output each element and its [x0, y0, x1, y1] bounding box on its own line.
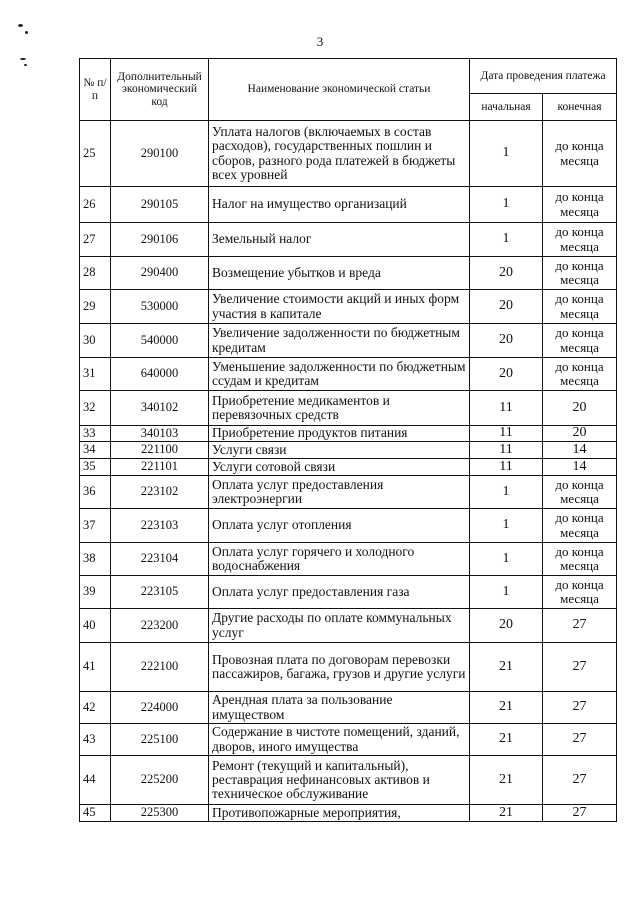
row-number: 33	[80, 426, 111, 442]
row-number: 37	[80, 509, 111, 543]
row-end-date: до конца месяца	[543, 121, 617, 187]
table-row	[80, 609, 617, 643]
row-number: 28	[80, 257, 111, 290]
row-start-date: 1	[470, 543, 543, 576]
row-number: 36	[80, 476, 111, 509]
row-name: Увеличение стоимости акций и иных форм участия в капитале	[209, 290, 470, 324]
row-name: Возмещение убытков и вреда	[209, 257, 470, 290]
table-row	[80, 543, 617, 576]
row-end-date: 27	[543, 609, 617, 643]
row-start-date: 20	[470, 358, 543, 391]
row-start-date: 1	[470, 121, 543, 187]
table-row	[80, 358, 617, 391]
row-code: 224000	[111, 692, 209, 724]
header-name: Наименование экономической статьи	[209, 59, 470, 121]
row-start-date: 11	[470, 442, 543, 459]
row-number: 34	[80, 442, 111, 459]
row-code: 340102	[111, 391, 209, 426]
row-code: 290400	[111, 257, 209, 290]
row-name: Оплата услуг предоставления электроэнергии	[209, 476, 470, 509]
row-code: 225200	[111, 756, 209, 805]
row-start-date: 20	[470, 257, 543, 290]
row-end-date: до конца месяца	[543, 509, 617, 543]
row-end-date: 27	[543, 756, 617, 805]
row-number: 35	[80, 459, 111, 476]
row-number: 38	[80, 543, 111, 576]
row-name: Содержание в чистоте помещений, зданий, дворов, иного имущества	[209, 724, 470, 756]
row-start-date: 11	[470, 426, 543, 442]
row-name: Оплата услуг горячего и холодного водоснабжения	[209, 543, 470, 576]
header-date: Дата проведения платежа	[470, 59, 617, 94]
row-number: 44	[80, 756, 111, 805]
row-code: 221100	[111, 442, 209, 459]
scan-speck	[24, 64, 27, 66]
table-row	[80, 643, 617, 692]
table-row	[80, 442, 617, 459]
row-start-date: 21	[470, 805, 543, 822]
row-code: 290105	[111, 187, 209, 223]
table-row	[80, 476, 617, 509]
table-row	[80, 223, 617, 257]
row-end-date: 20	[543, 426, 617, 442]
table-row	[80, 692, 617, 724]
table-row	[80, 187, 617, 223]
page-number: 3	[316, 34, 324, 49]
row-end-date: 27	[543, 692, 617, 724]
row-name: Услуги сотовой связи	[209, 459, 470, 476]
header-start: начальная	[470, 94, 543, 121]
row-number: 27	[80, 223, 111, 257]
row-number: 41	[80, 643, 111, 692]
table-row	[80, 756, 617, 805]
row-end-date: 14	[543, 459, 617, 476]
header-row	[80, 59, 617, 94]
row-code: 540000	[111, 324, 209, 358]
row-name: Услуги связи	[209, 442, 470, 459]
row-end-date: 27	[543, 805, 617, 822]
row-number: 42	[80, 692, 111, 724]
row-start-date: 1	[470, 476, 543, 509]
row-name: Увеличение задолженности по бюджетным кредитам	[209, 324, 470, 358]
row-number: 43	[80, 724, 111, 756]
row-code: 530000	[111, 290, 209, 324]
row-end-date: до конца месяца	[543, 187, 617, 223]
table-row	[80, 257, 617, 290]
table-row	[80, 724, 617, 756]
row-number: 39	[80, 576, 111, 609]
row-end-date: 20	[543, 391, 617, 426]
row-number: 32	[80, 391, 111, 426]
table-row	[80, 324, 617, 358]
row-name: Налог на имущество организаций	[209, 187, 470, 223]
scan-speck	[20, 58, 26, 60]
table-row	[80, 290, 617, 324]
row-start-date: 21	[470, 643, 543, 692]
row-code: 223102	[111, 476, 209, 509]
row-number: 40	[80, 609, 111, 643]
header-end: конечная	[543, 94, 617, 121]
row-start-date: 20	[470, 324, 543, 358]
row-start-date: 20	[470, 609, 543, 643]
row-number: 29	[80, 290, 111, 324]
table-row	[80, 805, 617, 822]
row-name: Провозная плата по договорам перевозки пассажиров, багажа, грузов и другие услуги	[209, 643, 470, 692]
header-num: № п/п	[80, 59, 111, 121]
scan-speck	[18, 24, 23, 27]
row-code: 290106	[111, 223, 209, 257]
header-code: Дополнительный экономический код	[111, 59, 209, 121]
row-name: Приобретение продуктов питания	[209, 426, 470, 442]
row-start-date: 21	[470, 692, 543, 724]
row-number: 30	[80, 324, 111, 358]
row-code: 225100	[111, 724, 209, 756]
row-start-date: 11	[470, 391, 543, 426]
table-row	[80, 426, 617, 442]
table-row	[80, 509, 617, 543]
payment-schedule-table	[79, 58, 617, 822]
table-row	[80, 459, 617, 476]
row-end-date: до конца месяца	[543, 257, 617, 290]
row-end-date: до конца месяца	[543, 290, 617, 324]
row-code: 225300	[111, 805, 209, 822]
row-name: Противопожарные мероприятия,	[209, 805, 470, 822]
row-name: Оплата услуг отопления	[209, 509, 470, 543]
row-code: 290100	[111, 121, 209, 187]
row-number: 26	[80, 187, 111, 223]
table-row	[80, 391, 617, 426]
row-name: Уплата налогов (включаемых в состав расходов), государственных пошлин и сборов, разного рода платежей в бюджеты всех уровней	[209, 121, 470, 187]
row-code: 223105	[111, 576, 209, 609]
row-end-date: 27	[543, 643, 617, 692]
row-start-date: 21	[470, 756, 543, 805]
row-end-date: до конца месяца	[543, 358, 617, 391]
row-start-date: 1	[470, 576, 543, 609]
row-name: Уменьшение задолженности по бюджетным ссудам и кредитам	[209, 358, 470, 391]
row-number: 31	[80, 358, 111, 391]
row-code: 223104	[111, 543, 209, 576]
table-row	[80, 121, 617, 187]
row-start-date: 1	[470, 509, 543, 543]
row-end-date: до конца месяца	[543, 223, 617, 257]
row-start-date: 11	[470, 459, 543, 476]
row-name: Оплата услуг предоставления газа	[209, 576, 470, 609]
row-code: 221101	[111, 459, 209, 476]
row-start-date: 21	[470, 724, 543, 756]
row-name: Другие расходы по оплате коммунальных услуг	[209, 609, 470, 643]
row-end-date: до конца месяца	[543, 324, 617, 358]
row-code: 340103	[111, 426, 209, 442]
row-end-date: до конца месяца	[543, 576, 617, 609]
row-end-date: до конца месяца	[543, 543, 617, 576]
row-end-date: 14	[543, 442, 617, 459]
table-row	[80, 576, 617, 609]
row-name: Арендная плата за пользование имуществом	[209, 692, 470, 724]
table-body	[80, 121, 617, 822]
row-name: Ремонт (текущий и капитальный), реставрация нефинансовых активов и техническое обслуживание	[209, 756, 470, 805]
row-start-date: 1	[470, 187, 543, 223]
row-code: 223103	[111, 509, 209, 543]
row-number: 45	[80, 805, 111, 822]
row-code: 223200	[111, 609, 209, 643]
row-name: Приобретение медикаментов и перевязочных средств	[209, 391, 470, 426]
row-end-date: до конца месяца	[543, 476, 617, 509]
row-code: 222100	[111, 643, 209, 692]
row-start-date: 1	[470, 223, 543, 257]
row-code: 640000	[111, 358, 209, 391]
row-number: 25	[80, 121, 111, 187]
row-end-date: 27	[543, 724, 617, 756]
row-start-date: 20	[470, 290, 543, 324]
row-name: Земельный налог	[209, 223, 470, 257]
